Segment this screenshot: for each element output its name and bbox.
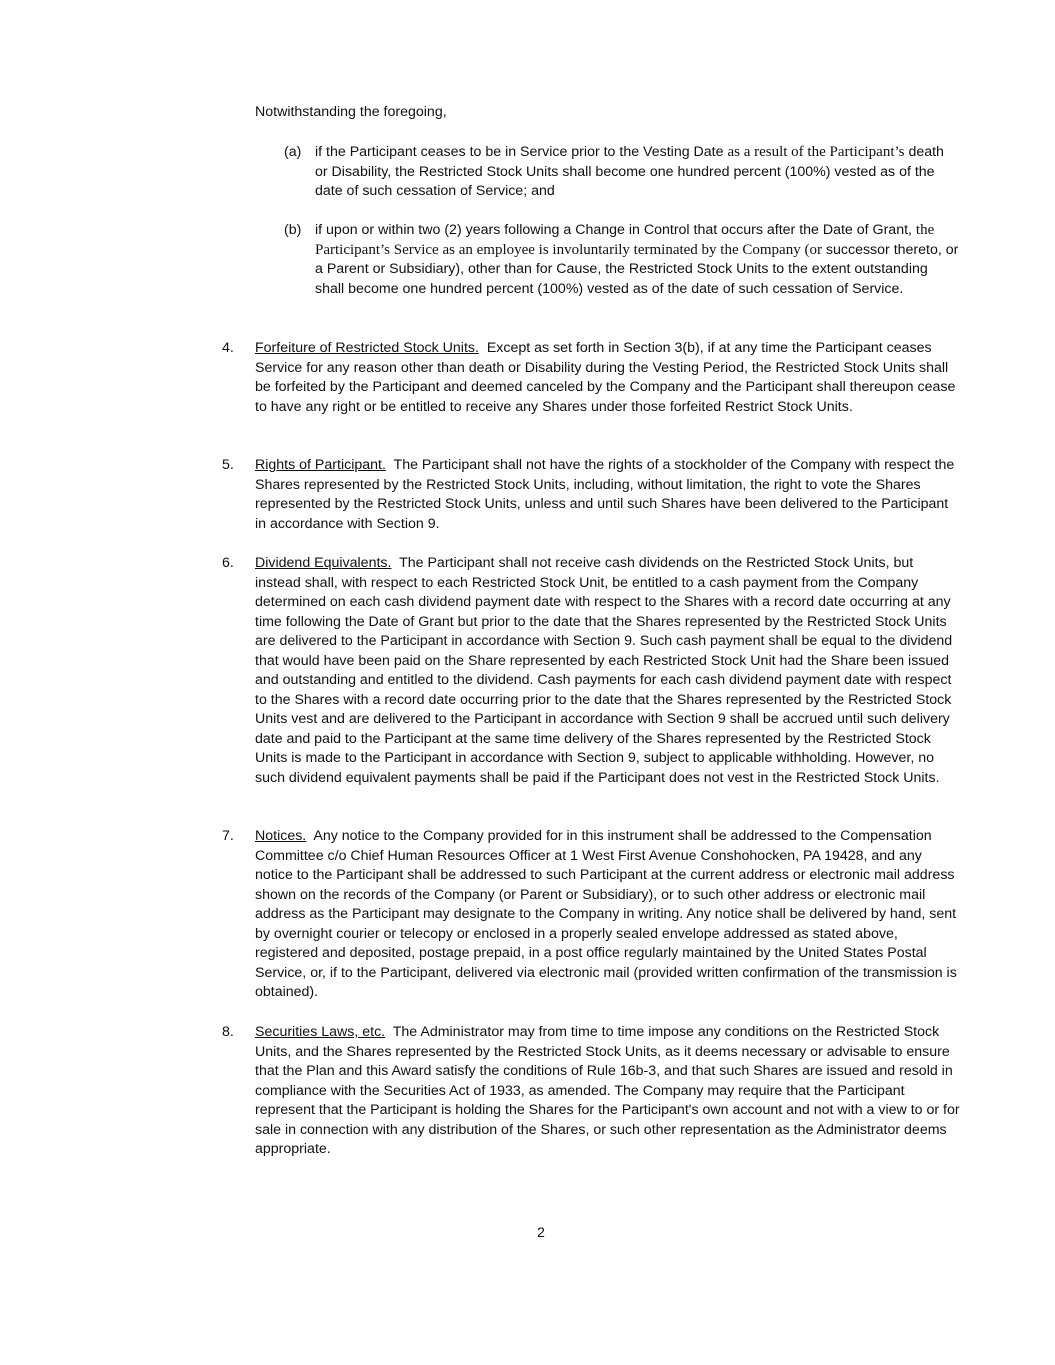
section-body: The Participant shall not receive cash dividends on the Restricted Stock Units, but instead shall, with respect to each Restricted Stock Unit, be entitled to a cash payment from the Company determined on each cash dividend payment date with respect to the Shares with a record date occurring at any time following the Date of Grant but prior to the date that the Shares represented by the Restricted Stock Units are delivered to the Participant in accordance with Section 9. Such cash payment shall be equal to the dividend that would have been paid on the Share represented by each Restricted Stock Unit had the Share been issued and outstanding and entitled to the dividend. Cash payments for each cash dividend payment date with respect to the Shares with a record date occurring prior to the date that the Shares represented by the Restricted Stock Units vest and are delivered to the Participant in accordance with Section 9 shall be accrued until such delivery date and paid to the Participant at the same time delivery of the Shares represented by the Restricted Stock Units is made to the Participant in accordance with Section 9, subject to applicable withholding. However, no such dividend equivalent payments shall be paid if the Participant does not vest in the Restricted Stock Units. bbox=[255, 555, 953, 786]
section-heading: Forfeiture of Restricted Stock Units. bbox=[255, 340, 479, 356]
clause-text-part: successor thereto, or a Parent or Subsidiary), other than for Cause, the Restricted Stock Units to the extent outstanding shall become one hundred percent (100%) vested as of the date of such cessation of Service. bbox=[315, 241, 959, 297]
section-dividend-equivalents bbox=[222, 554, 960, 788]
section-rights-of-participant bbox=[222, 456, 960, 534]
intro-text: Notwithstanding the foregoing, bbox=[255, 104, 447, 120]
section-text bbox=[255, 554, 960, 788]
section-body: Any notice to the Company provided for in this instrument shall be addressed to the Compensation Committee c/o Chief Human Resources Officer at 1 West First Avenue Conshohocken, PA 19428, and any notice to the Participant shall be addressed to such Participant at the current address or electronic mail address shown on the records of the Company (or Parent or Subsidiary), or to such other address or electronic mail address as the Participant may designate to the Company in writing. Any notice shall be delivered by hand, sent by overnight courier or telecopy or enclosed in a properly sealed envelope addressed as stated above, registered and deposited, postage prepaid, in a post office regularly maintained by the United States Postal Service, or, if to the Participant, delivered via electronic mail (provided written confirmation of the transmission is obtained). bbox=[255, 828, 957, 1000]
clause-label: (a) bbox=[284, 144, 302, 160]
clause-label: (b) bbox=[284, 222, 302, 238]
section-securities-laws bbox=[222, 1023, 960, 1160]
section-number: 5. bbox=[222, 457, 234, 473]
section-number: 4. bbox=[222, 340, 234, 356]
section-text bbox=[255, 1023, 960, 1160]
section-heading: Dividend Equivalents. bbox=[255, 555, 392, 571]
vesting-clause-a bbox=[284, 143, 959, 202]
clause-text-part-serif: as a result of the Participant’s bbox=[727, 144, 905, 160]
clause-text-part: if upon or within two (2) years following a Change in Control that occurs after the Date of Grant, bbox=[315, 222, 916, 238]
page-number: 2 bbox=[537, 1225, 545, 1241]
section-heading: Securities Laws, etc. bbox=[255, 1024, 386, 1040]
clause-text-part: death or Disability, the Restricted Stock Units shall become one hundred percent (100%) vested as of the date of such cessation of Service; and bbox=[315, 144, 944, 199]
section-body: The Participant shall not have the rights of a stockholder of the Company with respect the Shares represented by the Restricted Stock Units, including, without limitation, the right to vote the Shares represented by the Restricted Stock Units, unless and until such Shares have been delivered to the Participant in accordance with Section 9. bbox=[255, 457, 955, 532]
section-heading: Rights of Participant. bbox=[255, 457, 386, 473]
section-notices bbox=[222, 827, 960, 1003]
section-number: 7. bbox=[222, 828, 234, 844]
section-body: The Administrator may from time to time impose any conditions on the Restricted Stock Units, and the Shares represented by the Restricted Stock Units, as it deems necessary or advisable to ensure that the Plan and this Award satisfy the conditions of Rule 16b-3, and that such Shares are issued and resold in compliance with the Securities Act of 1933, as amended. The Company may require that the Participant represent that the Participant is holding the Shares for the Participant's own account and not with a view to or for sale in connection with any distribution of the Shares, or such other representation as the Administrator deems appropriate. bbox=[255, 1024, 960, 1157]
clause-text bbox=[315, 221, 959, 299]
section-text bbox=[255, 827, 960, 1003]
section-number: 8. bbox=[222, 1024, 234, 1040]
vesting-clause-b bbox=[284, 221, 959, 299]
section-body: Except as set forth in Section 3(b), if at any time the Participant ceases Service for any reason other than death or Disability during the Vesting Period, the Restricted Stock Units shall be forfeited by the Participant and deemed canceled by the Company and the Participant shall thereupon cease to have any right or be entitled to receive any Shares under those forfeited Restrict Stock Units. bbox=[255, 340, 956, 415]
section-text bbox=[255, 339, 960, 417]
section-forfeiture bbox=[222, 339, 960, 417]
section-number: 6. bbox=[222, 555, 234, 571]
clause-text-part-serif: the Participant’s Service as an employee is involuntarily terminated by the Company (or bbox=[315, 222, 935, 258]
section-text bbox=[255, 456, 960, 534]
clause-text-part: if the Participant ceases to be in Service prior to the Vesting Date bbox=[315, 144, 728, 160]
clause-text bbox=[315, 143, 959, 202]
section-heading: Notices. bbox=[255, 828, 307, 844]
